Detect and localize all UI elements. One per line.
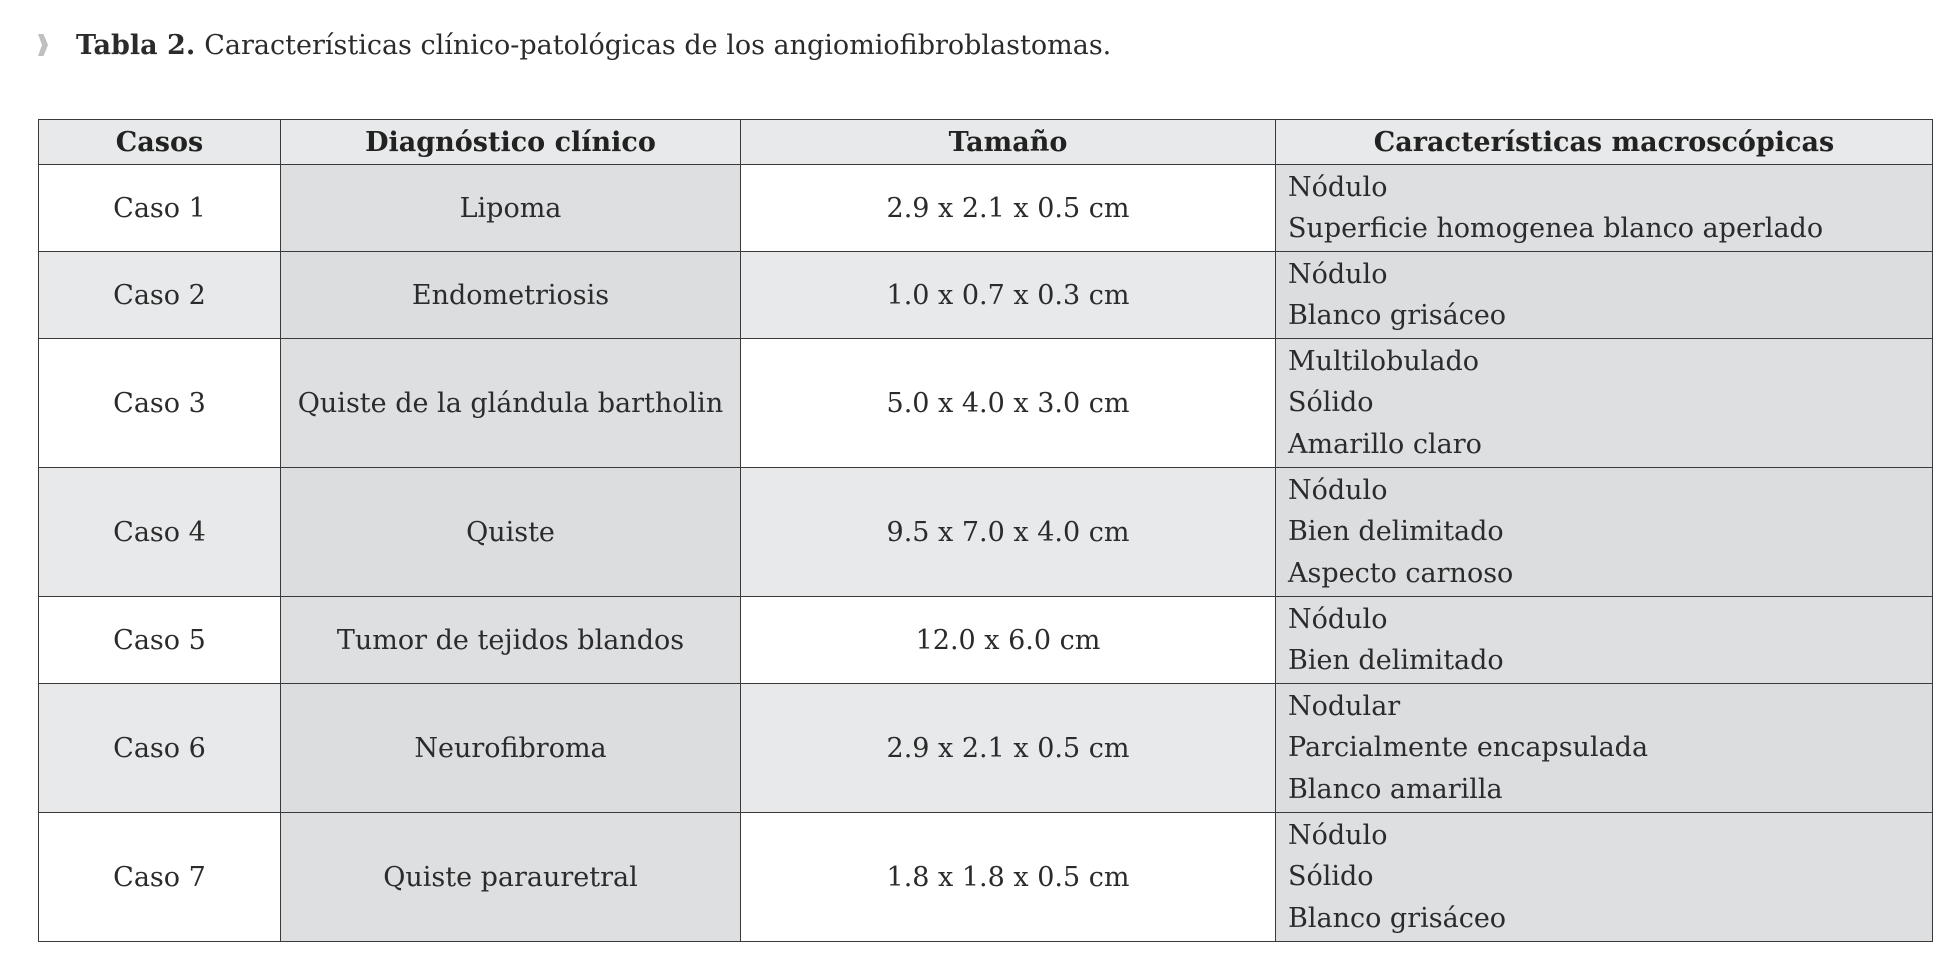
clinical-pathology-table bbox=[38, 119, 1933, 942]
macroscopic-cell bbox=[1276, 597, 1933, 684]
macroscopic-line: Sólido bbox=[1288, 387, 1374, 419]
macroscopic-line: Sólido bbox=[1288, 861, 1374, 893]
diagnosis-cell: Quiste de la glándula bartholin bbox=[281, 339, 741, 468]
case-cell: Caso 4 bbox=[39, 468, 281, 597]
macroscopic-line: Nódulo bbox=[1288, 258, 1388, 290]
table-row bbox=[39, 468, 1933, 597]
table-row bbox=[39, 165, 1933, 252]
macroscopic-line: Blanco amarilla bbox=[1288, 773, 1503, 805]
table-caption bbox=[38, 20, 1111, 70]
table-row bbox=[39, 813, 1933, 942]
macroscopic-line: Aspecto carnoso bbox=[1288, 557, 1514, 589]
header-cases: Casos bbox=[39, 120, 281, 165]
table-row bbox=[39, 597, 1933, 684]
diagnosis-cell: Quiste bbox=[281, 468, 741, 597]
macroscopic-line: Amarillo claro bbox=[1288, 428, 1482, 460]
macroscopic-line: Nódulo bbox=[1288, 171, 1388, 203]
diagnosis-cell: Lipoma bbox=[281, 165, 741, 252]
macroscopic-line: Nódulo bbox=[1288, 474, 1388, 506]
table-row bbox=[39, 339, 1933, 468]
macroscopic-cell bbox=[1276, 339, 1933, 468]
case-cell: Caso 6 bbox=[39, 684, 281, 813]
header-row bbox=[39, 120, 1933, 165]
macroscopic-cell bbox=[1276, 813, 1933, 942]
table-row bbox=[39, 684, 1933, 813]
diagnosis-cell: Tumor de tejidos blandos bbox=[281, 597, 741, 684]
macroscopic-line: Bien delimitado bbox=[1288, 516, 1504, 548]
macroscopic-cell bbox=[1276, 252, 1933, 339]
macroscopic-cell bbox=[1276, 468, 1933, 597]
size-cell: 1.0 x 0.7 x 0.3 cm bbox=[741, 252, 1276, 339]
caption-marker-icon bbox=[38, 34, 48, 56]
size-cell: 9.5 x 7.0 x 4.0 cm bbox=[741, 468, 1276, 597]
macroscopic-line: Nódulo bbox=[1288, 603, 1388, 635]
caption-text: Características clínico-patológicas de los angiomiofibroblastomas. bbox=[204, 29, 1112, 61]
macroscopic-line: Bien delimitado bbox=[1288, 645, 1504, 676]
header-macroscopic: Características macroscópicas bbox=[1276, 120, 1933, 165]
header-diagnosis: Diagnóstico clínico bbox=[281, 120, 741, 165]
diagnosis-cell: Quiste parauretral bbox=[281, 813, 741, 942]
macroscopic-line: Superficie homogenea blanco aperlado bbox=[1288, 213, 1824, 244]
size-cell: 2.9 x 2.1 x 0.5 cm bbox=[741, 684, 1276, 813]
macroscopic-line: Multilobulado bbox=[1288, 345, 1479, 377]
macroscopic-cell bbox=[1276, 684, 1933, 813]
table-row bbox=[39, 252, 1933, 339]
case-cell: Caso 5 bbox=[39, 597, 281, 684]
diagnosis-cell: Endometriosis bbox=[281, 252, 741, 339]
size-cell: 2.9 x 2.1 x 0.5 cm bbox=[741, 165, 1276, 252]
case-cell: Caso 3 bbox=[39, 339, 281, 468]
caption-label: Tabla 2. bbox=[76, 29, 196, 61]
size-cell: 5.0 x 4.0 x 3.0 cm bbox=[741, 339, 1276, 468]
case-cell: Caso 1 bbox=[39, 165, 281, 252]
macroscopic-cell bbox=[1276, 165, 1933, 252]
diagnosis-cell: Neurofibroma bbox=[281, 684, 741, 813]
macroscopic-line: Nódulo bbox=[1288, 819, 1388, 851]
header-size: Tamaño bbox=[741, 120, 1276, 165]
macroscopic-line: Blanco grisáceo bbox=[1288, 902, 1507, 934]
size-cell: 1.8 x 1.8 x 0.5 cm bbox=[741, 813, 1276, 942]
macroscopic-line: Blanco grisáceo bbox=[1288, 300, 1507, 331]
macroscopic-line: Parcialmente encapsulada bbox=[1288, 732, 1649, 764]
size-cell: 12.0 x 6.0 cm bbox=[741, 597, 1276, 684]
case-cell: Caso 2 bbox=[39, 252, 281, 339]
case-cell: Caso 7 bbox=[39, 813, 281, 942]
macroscopic-line: Nodular bbox=[1288, 690, 1401, 722]
